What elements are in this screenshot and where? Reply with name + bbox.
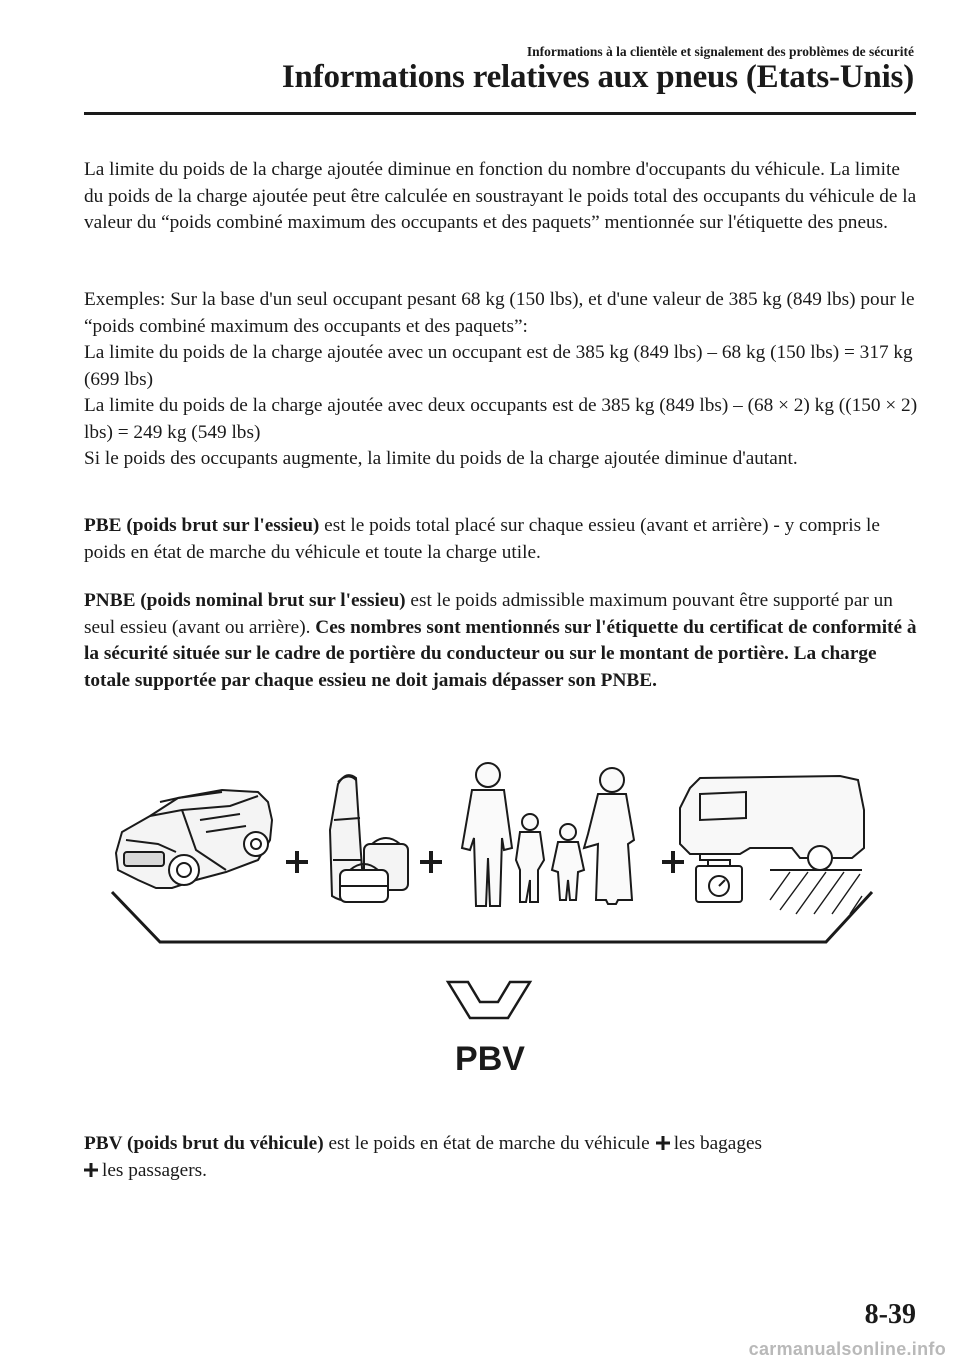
luggage-icon	[330, 775, 408, 902]
scale-icon	[696, 860, 742, 902]
pnbe-warning: Ces nombres sont mentionnés sur l'étiquette du certificat de conformité à la sécurité située sur le cadre de portière du conducteur ou sur le montant de portière. La charge totale supportée par chaque essieu ne doit jamais dépasser son PNBE.	[84, 616, 917, 691]
pbv-term: PBV (poids brut du véhicule)	[84, 1133, 324, 1154]
example-one-occupant: La limite du poids de la charge ajoutée avec un occupant est de 385 kg (849 lbs) – 68 kg (150 lbs) = 317 kg (699 lbs)	[84, 342, 913, 390]
car-icon	[116, 790, 272, 888]
pbv-definition: est le poids en état de marche du véhicule	[323, 1133, 650, 1154]
pbe-term: PBE (poids brut sur l'essieu)	[84, 515, 320, 536]
pnbe-term: PNBE (poids nominal brut sur l'essieu)	[84, 590, 406, 611]
pbv-luggage: les bagages	[673, 1133, 763, 1154]
examples-paragraph	[84, 287, 920, 473]
pnbe-definition: est le poids admissible maximum pouvant être supporté par un seul essieu (avant ou arrière).	[84, 590, 893, 638]
plus-icon	[420, 851, 442, 873]
trailer-icon	[680, 776, 864, 870]
pbe-paragraph	[84, 513, 920, 566]
header-rule	[84, 112, 916, 115]
ground-hatch	[770, 870, 862, 914]
plus-icon	[84, 1163, 98, 1177]
chapter-title: Informations relatives aux pneus (Etats-Unis)	[281, 59, 914, 95]
example-two-occupants: La limite du poids de la charge ajoutée avec deux occupants est de 385 kg (849 lbs) – (68 × 2) kg ((150 × 2) lbs) = 249 kg (549 lbs)	[84, 395, 918, 443]
watermark: carmanualsonline.info	[748, 1339, 946, 1359]
family-icon	[462, 763, 634, 906]
example-intro: Exemples: Sur la base d'un seul occupant pesant 68 kg (150 lbs), et d'une valeur de 385 kg (849 lbs) pour le “poids combiné maximum des occupants et des paquets”:	[84, 289, 915, 337]
occupant-limit-paragraph: La limite du poids de la charge ajoutée diminue en fonction du nombre d'occupants du véhicule. La limite du poids de la charge ajoutée peut être calculée en soustrayant le poids total des occupants du véhicule de la valeur du “poids combiné maximum des occupants et des paquets” mentionnée sur l'étiquette des pneus.	[84, 159, 917, 233]
plus-icon	[286, 851, 308, 873]
pbe-definition: est le poids total placé sur chaque essieu (avant et arrière) - y compris le poids en état de marche du véhicule et toute la charge utile.	[84, 515, 880, 563]
pbv-paragraph	[84, 1131, 920, 1184]
pnbe-paragraph	[84, 588, 920, 694]
plus-icon	[662, 851, 684, 873]
pbv-passengers: les passagers.	[102, 1159, 207, 1181]
gvw-illustration	[0, 720, 960, 1090]
page-number: 8-39	[864, 1299, 916, 1330]
pbv-label: PBV	[455, 1040, 525, 1078]
plus-icon	[656, 1136, 670, 1150]
arrow-down-icon	[448, 982, 530, 1018]
section-title: Informations à la clientèle et signalement des problèmes de sécurité	[526, 44, 914, 59]
example-conclusion: Si le poids des occupants augmente, la limite du poids de la charge ajoutée diminue d'autant.	[84, 448, 798, 469]
